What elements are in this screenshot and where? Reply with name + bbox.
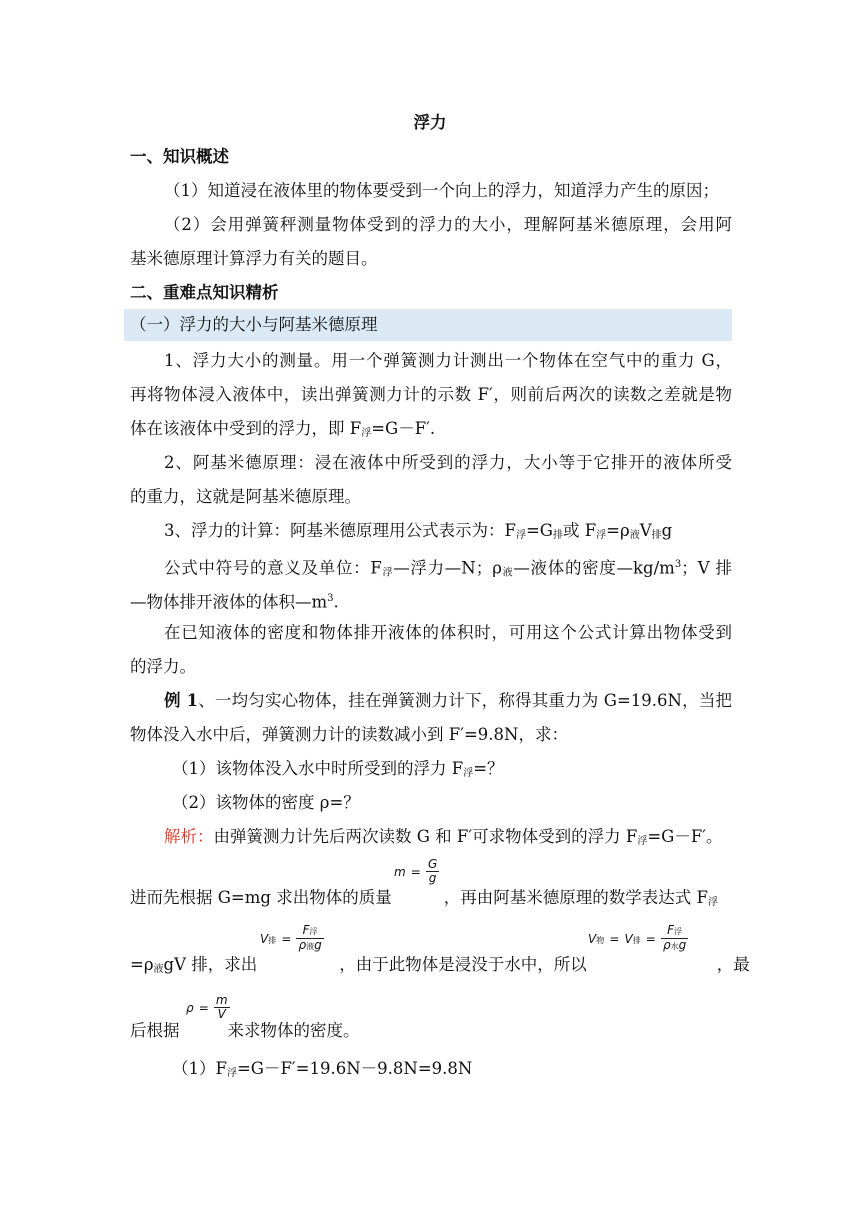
paragraph-3: 3、浮力的计算：阿基米德原理用公式表示为：$F_浮=G_排$或 $F_浮=\rho_液V_排g$	[164, 521, 673, 541]
analysis-label: 解析：	[164, 827, 214, 846]
analysis-line-1: 解析：由弹簧测力计先后两次读数 G 和 F′可求物体受到的浮力 $F_浮=G-F'$。	[164, 827, 723, 847]
example-1b: 物体没入水中后，弹簧测力计的读数减小到 F′=9.8N，求：	[130, 725, 568, 744]
formula-v-displaced: V排 = $\frac{\text{F浮}}{\text{ρ液g}}$	[260, 923, 322, 952]
paragraph-1a: 1、浮力大小的测量。用一个弹簧测力计测出一个物体在空气中的重力 G，	[164, 351, 732, 370]
overview-item-2a: （2）会用弹簧秤测量物体受到的浮力的大小，理解阿基米德原理，会用阿	[164, 215, 732, 234]
analysis-line-4: 后根据 来求物体的密度。	[130, 1021, 360, 1040]
paragraph-2b: 的重力，这就是阿基米德原理。	[130, 487, 361, 506]
formula-mass: m = $\frac{G}{g}$	[394, 857, 438, 885]
page-title: 浮力	[413, 113, 447, 132]
paragraph-4a: 公式中符号的意义及单位：$F_浮—$浮力—N；$\rho_液—$液体的密度$—kg/m^3$；V 排	[164, 558, 733, 579]
example-question-1: （1）该物体没入水中时所受到的浮力 $F_浮=$？	[172, 759, 504, 779]
paragraph-5b: 的浮力。	[130, 657, 196, 676]
example-1a: 例 1、一均匀实心物体，挂在弹簧测力计下，称得其重力为 G=19.6N，当把	[164, 691, 732, 710]
paragraph-5a: 在已知液体的密度和物体排开液体的体积时，可用这个公式计算出物体受到	[164, 623, 732, 642]
formula-v-object: V物 = V排 = $\frac{\text{F浮}}{\text{ρ水g}}$	[588, 923, 687, 952]
example-question-2: （2）该物体的密度 ρ=？	[172, 793, 360, 812]
section-heading-overview: 一、知识概述	[130, 147, 229, 166]
analysis-line-3: $=\rho_液gV$ 排，求出 ，由于此物体是浸没于水中，所以 ，最	[130, 955, 750, 975]
paragraph-4b: —物体排开液体的体积$—m^3$.	[130, 592, 339, 612]
overview-item-1: （1）知道浸在液体里的物体要受到一个向上的浮力，知道浮力产生的原因；	[164, 181, 719, 200]
formula-density: ρ = $\frac{m}{V}$	[186, 993, 228, 1021]
paragraph-2a: 2、阿基米德原理：浸在液体中所受到的浮力，大小等于它排开的液体所受	[164, 453, 732, 472]
paragraph-1c: 体在该液体中受到的浮力，即 $F_浮=G-F'$.	[130, 419, 436, 439]
answer-1: $(1)F_浮=G-F'=19.6N-9.8N=9.8N$	[172, 1059, 473, 1079]
subsection-band-label: （一）浮力的大小与阿基米德原理	[130, 315, 378, 334]
overview-item-2b: 基米德原理计算浮力有关的题目。	[130, 249, 378, 268]
section-heading-key-points: 二、重难点知识精析	[130, 283, 279, 302]
analysis-line-2: 进而先根据 G=mg 求出物体的质量 ，再由阿基米德原理的数学表达式 $F_浮$	[130, 888, 718, 908]
paragraph-1b: 再将物体浸入液体中，读出弹簧测力计的示数 F′，则前后两次的读数之差就是物	[130, 385, 732, 404]
